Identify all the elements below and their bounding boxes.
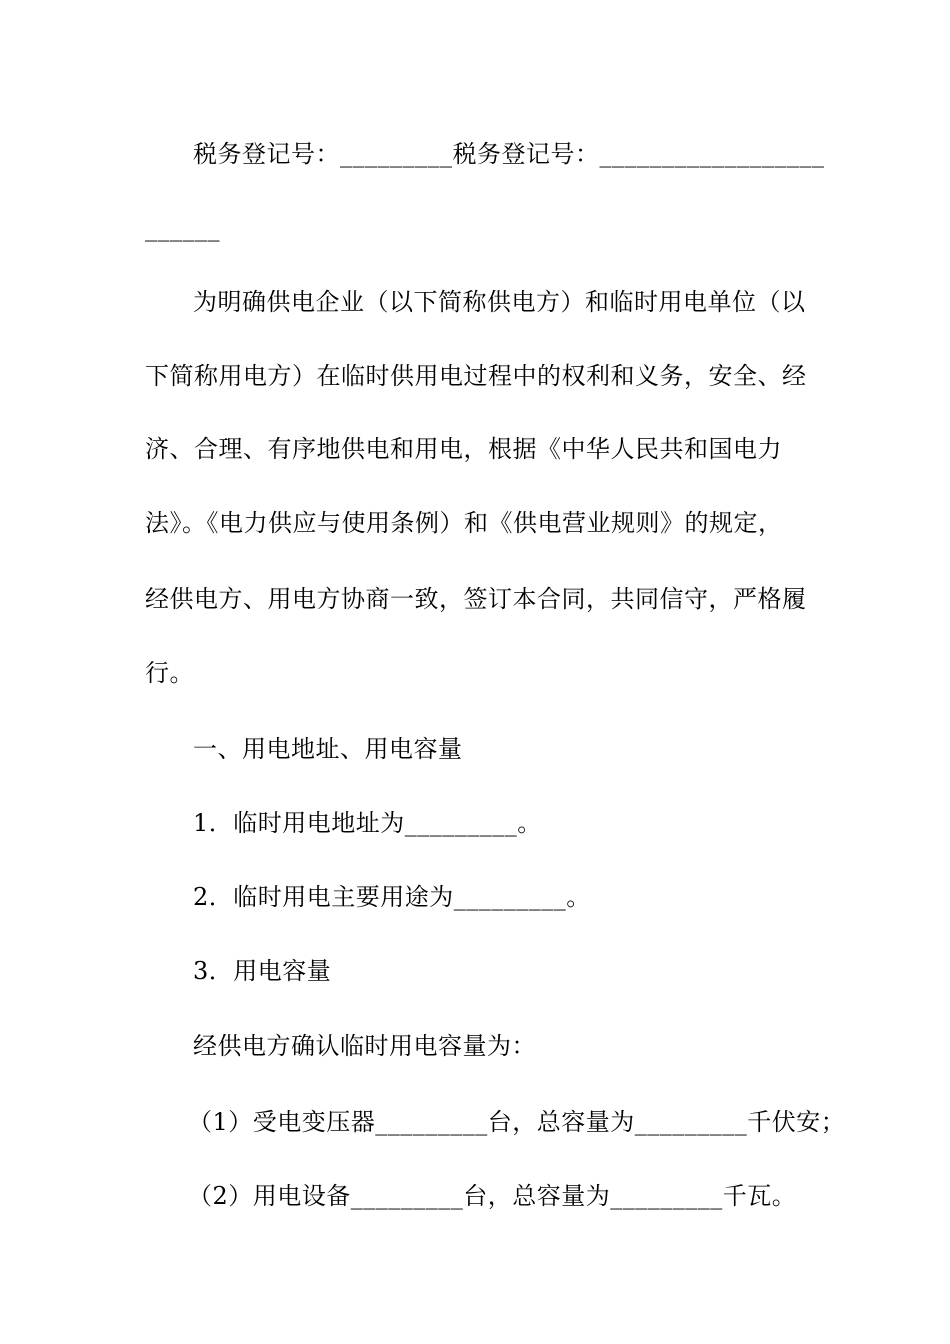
- tax-registration-line: [193, 136, 825, 172]
- sub-item-1-transformer: （1）受电变压器_________台，总容量为_________千伏安；: [188, 1108, 846, 1136]
- tax-blank-2: __________________: [599, 140, 825, 168]
- tax-label-1: 税务登记号：: [193, 140, 340, 168]
- item-1-address: 1．临时用电地址为_________。: [193, 809, 542, 837]
- section-1-heading: 一、用电地址、用电容量: [193, 735, 463, 763]
- preamble-line-6: 行。: [145, 659, 194, 687]
- tax-blank-1: _________: [340, 140, 453, 168]
- item-3-capacity: 3．用电容量: [193, 957, 332, 985]
- capacity-intro: 经供电方确认临时用电容量为：: [193, 1032, 536, 1060]
- preamble-line-2: 下简称用电方）在临时供用电过程中的权利和义务，安全、经: [145, 362, 807, 390]
- item-2-usage: 2．临时用电主要用途为_________。: [193, 883, 591, 911]
- sub-item-2-equipment: （2）用电设备_________台，总容量为_________千瓦。: [188, 1182, 797, 1210]
- tax-label-2: 税务登记号：: [452, 140, 600, 168]
- preamble-line-3: 济、合理、有序地供电和用电，根据《中华人民共和国电力: [145, 435, 782, 463]
- tax-blank-continuation: ______: [145, 214, 220, 242]
- preamble-line-4: 法》。《电力供应与使用条例）和《供电营业规则》的规定，: [145, 509, 783, 537]
- preamble-line-5: 经供电方、用电方协商一致，签订本合同，共同信守，严格履: [145, 585, 807, 613]
- preamble-line-1: 为明确供电企业（以下简称供电方）和临时用电单位（以: [193, 288, 806, 316]
